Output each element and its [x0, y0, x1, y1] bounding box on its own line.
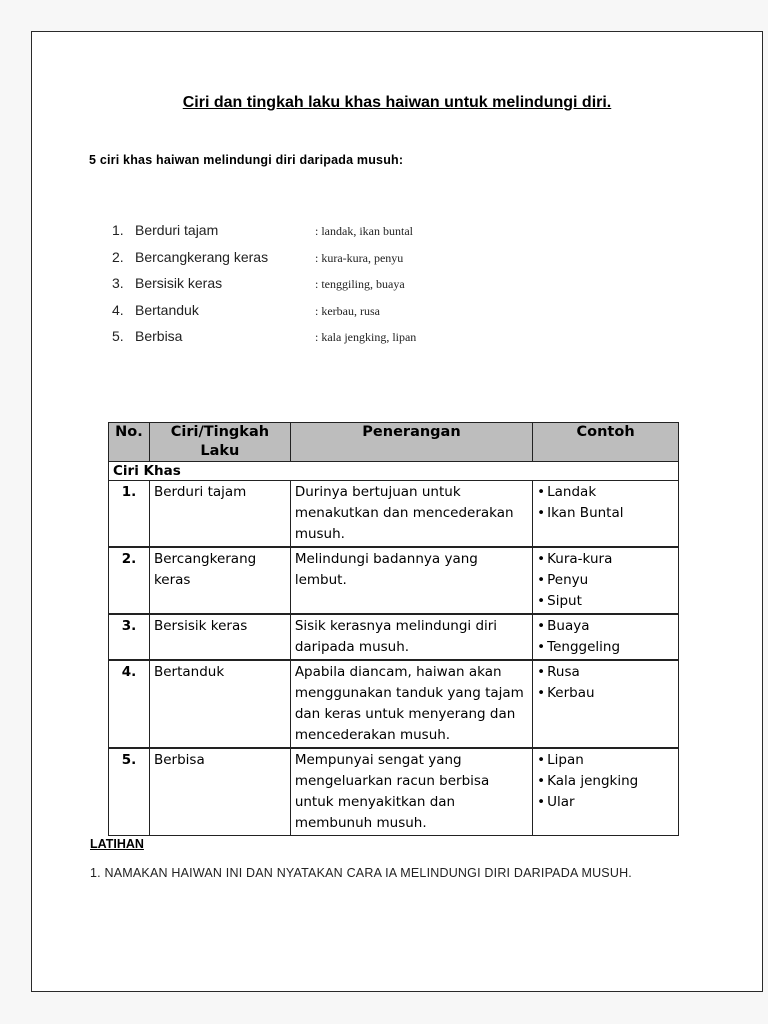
list-item-term: Berduri tajam [135, 222, 219, 238]
example-item: • Buaya [537, 616, 674, 637]
row-number: 3. [109, 614, 150, 660]
example-item: • Ikan Buntal [537, 503, 674, 524]
row-ciri: Bertanduk [149, 660, 290, 748]
page-title: Ciri dan tingkah laku khas haiwan untuk melindungi diri. [182, 94, 612, 111]
example-item: • Ular [537, 792, 674, 813]
section-label: Ciri Khas [109, 462, 679, 481]
example-item: • Kerbau [537, 683, 674, 704]
row-penerangan: Apabila diancam, haiwan akan menggunakan tanduk yang tajam dan keras untuk menyerang dan mencederakan musuh. [290, 660, 532, 748]
list-item-example: : landak, ikan buntal [315, 224, 413, 238]
row-penerangan: Sisik kerasnya melindungi diri daripada musuh. [290, 614, 532, 660]
row-contoh [533, 660, 679, 748]
exercise-question: 1. NAMAKAN HAIWAN INI DAN NYATAKAN CARA IA MELINDUNGI DIRI DARIPADA MUSUH. [90, 866, 632, 880]
list-item-example: : kura-kura, penyu [315, 250, 404, 265]
example-item: • Rusa [537, 662, 674, 683]
row-ciri: Bersisik keras [149, 614, 290, 660]
example-item: • Siput [537, 591, 674, 612]
example-item: • Penyu [537, 570, 674, 591]
table-row [109, 547, 679, 614]
row-ciri: Berbisa [149, 748, 290, 836]
list-item-number: 2. [112, 248, 124, 265]
list-item-number: 5. [112, 328, 124, 344]
header-penerangan: Penerangan [290, 423, 532, 462]
list-item-number: 3. [112, 275, 124, 291]
example-item: • Kura-kura [537, 549, 674, 570]
table-header-row [109, 423, 679, 462]
table-section-row [109, 462, 679, 481]
row-penerangan: Melindungi badannya yang lembut. [290, 547, 532, 614]
list-item-number: 1. [112, 222, 124, 238]
row-contoh [533, 547, 679, 614]
list-item-example: : kerbau, rusa [315, 303, 380, 318]
row-contoh [533, 481, 679, 548]
page-subtitle: 5 ciri khas haiwan melindungi diri daripada musuh: [89, 153, 404, 167]
row-penerangan: Mempunyai sengat yang mengeluarkan racun berbisa untuk menyakitkan dan membunuh musuh. [290, 748, 532, 836]
table-row [109, 481, 679, 548]
example-item: • Landak [537, 482, 674, 503]
list-item-number: 4. [112, 301, 124, 318]
traits-table [108, 422, 679, 836]
list-item-term: Bertanduk [135, 301, 199, 318]
table-row [109, 614, 679, 660]
list-item-example: : kala jengking, lipan [315, 330, 417, 344]
row-contoh [533, 748, 679, 836]
header-ciri: Ciri/Tingkah Laku [149, 423, 290, 462]
list-item-example: : tenggiling, buaya [315, 277, 405, 291]
table-row [109, 748, 679, 836]
row-ciri: Bercangkerang keras [149, 547, 290, 614]
list-item-term: Bersisik keras [135, 275, 223, 291]
example-item: • Kala jengking [537, 771, 674, 792]
row-number: 5. [109, 748, 150, 836]
row-number: 1. [109, 481, 150, 548]
header-no: No. [109, 423, 150, 462]
example-item: • Lipan [537, 750, 674, 771]
table-row [109, 660, 679, 748]
row-number: 2. [109, 547, 150, 614]
list-item-term: Bercangkerang keras [135, 248, 269, 265]
row-penerangan: Durinya bertujuan untuk menakutkan dan mencederakan musuh. [290, 481, 532, 548]
header-contoh: Contoh [533, 423, 679, 462]
example-item: • Tenggeling [537, 637, 674, 658]
exercise-heading: LATIHAN [90, 837, 144, 851]
row-ciri: Berduri tajam [149, 481, 290, 548]
list-item-term: Berbisa [135, 328, 183, 344]
row-number: 4. [109, 660, 150, 748]
document-page [31, 31, 763, 992]
row-contoh [533, 614, 679, 660]
